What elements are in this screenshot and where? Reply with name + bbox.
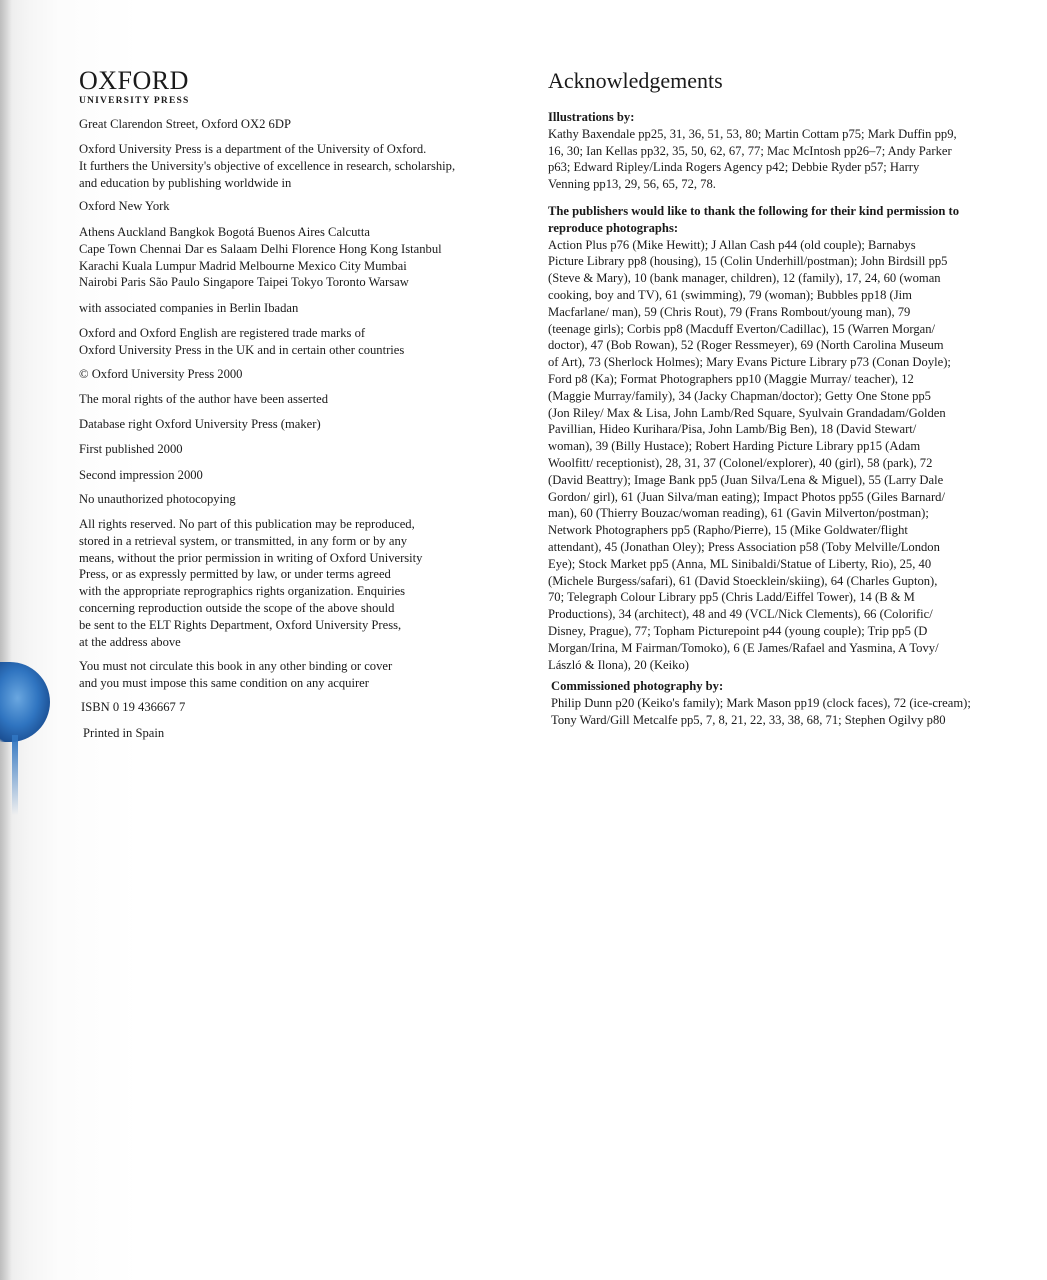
circulation-condition: You must not circulate this book in any other binding or cover and you must impose this same condition on any acquirer: [79, 659, 393, 690]
hq-cities: Oxford New York: [79, 199, 170, 213]
bookmark-thread: [0, 662, 50, 742]
second-impression: Second impression 2000: [79, 468, 203, 482]
commissioned-section: [551, 678, 1009, 728]
imprint-column: [79, 66, 499, 740]
acknowledgements-title: Acknowledgements: [548, 68, 723, 93]
copyright-notice: © Oxford University Press 2000: [79, 367, 243, 381]
photos-heading: The publishers would like to thank the following for their kind permission to reproduce photographs:: [548, 204, 959, 235]
first-published: First published 2000: [79, 442, 183, 456]
commissioned-heading: Commissioned photography by:: [551, 679, 724, 693]
moral-rights: The moral rights of the author have been asserted: [79, 392, 328, 406]
oxford-logo: [79, 68, 499, 107]
no-photocopy: No unauthorized photocopying: [79, 492, 236, 506]
associated-companies: with associated companies in Berlin Ibadan: [79, 301, 299, 315]
acknowledgements-column: [548, 68, 1008, 727]
publisher-address: Great Clarendon Street, Oxford OX2 6DP: [79, 117, 291, 131]
rights-reserved: All rights reserved. No part of this publication may be reproduced, stored in a retrieval system, or transmitted, in any form or by any means, without the prior permission in writing of Oxford University Press, or as expressly permitted by law, or under terms agreed with the appropriate reprographics rights organization. Enquiries concerning reproduction outside the scope of the above should be sent to the ELT Rights Department, Oxford University Press, at the address above: [79, 517, 423, 649]
database-right: Database right Oxford University Press (maker): [79, 417, 321, 431]
printed-in: Printed in Spain: [83, 726, 165, 740]
worldwide-cities: Athens Auckland Bangkok Bogotá Buenos Aires Calcutta Cape Town Chennai Dar es Salaam Delhi Florence Hong Kong Istanbul Karachi Kuala Lumpur Madrid Melbourne Mexico City Mumbai Nairobi Paris São Paulo Singapore Taipei Tokyo Toronto Warsaw: [79, 225, 442, 290]
illustrations-heading: Illustrations by:: [548, 110, 635, 124]
bookmark-thread-tail: [12, 735, 18, 815]
trademark-notice: Oxford and Oxford English are registered trade marks of Oxford University Press in the UK and in certain other countries: [79, 326, 405, 357]
publisher-about: Oxford University Press is a department of the University of Oxford. It furthers the University's objective of excellence in research, scholarship, and education by publishing worldwide in: [79, 142, 456, 190]
photos-text: Action Plus p76 (Mike Hewitt); J Allan Cash p44 (old couple); Barnabys Picture Library pp8 (housing), 15 (Colin Underhill/postman); John Birdsill pp5 (Steve & Mary), 10 (bank manager, children), 12 (family), 17, 24, 60 (woman cooking, boy and TV), 61 (swimming), 79 (woman); Bubbles pp18 (Jim Macfarlane/ man), 59 (Chris Rout), 79 (Frans Rombout/young man), 79 (teenage girls); Corbis pp8 (Macduff Everton/Cadillac), 15 (Warren Morgan/ doctor), 47 (Bob Rowan), 52 (Roger Ressmeyer), 69 (North Carolina Museum of Art), 73 (Sherlock Holmes); Mary Evans Picture Library p73 (Conan Doyle); Ford p8 (Ka); Format Photographers pp10 (Maggie Murray/ teacher), 12 (Maggie Murray/family), 34 (Jacky Chapman/doctor); Getty One Stone pp5 (Jon Riley/ Max & Lisa, John Lamb/Red Square, Syulvain Grandadam/Golden Pavillian, Hideo Kurihara/Pisa, John Lamb/Big Ben), 18 (David Stewart/ woman), 39 (Billy Hustace); Robert Harding Picture Library pp15 (Adam Woolfitt/ receptionist), 28, 31, 37 (Colonel/explorer), 40 (girl), 58 (park), 72 (David Beattry); Image Bank pp5 (Juan Silva/Lena & Miguel), 55 (Larry Dale Gordon/ girl), 61 (Juan Silva/man eating); Impact Photos pp55 (Giles Barnard/ man), 60 (Thierry Bouzac/woman reading), 61 (Gavin Milverton/postman); Network Photographers pp5 (Rapho/Pierre), 15 (Mike Goldwater/flight attendant), 45 (Jonathan Oley); Press Association p58 (Toby Melville/London Eye); Stock Market pp5 (Anna, ML Sinibaldi/Statue of Liberty, Rio), 25, 40 (Michele Burgess/safari), 61 (David Stoecklein/skiing), 64 (Charles Gupton), 70; Telegraph Colour Library pp5 (Chris Ladd/Eiffel Tower), 14 (B & M Productions), 34 (architect), 48 and 49 (VCL/Nick Clements), 66 (Colorific/ Disney, Prague), 77; Topham Picturepoint p44 (young couple); Trip pp5 (D Morgan/Irina, M Fairman/Tomoko), 6 (E James/Rafael and Yasmina, A Tovy/ László & Ilona), 20 (Keiko): [548, 237, 951, 672]
isbn: ISBN 0 19 436667 7: [81, 700, 186, 714]
binding-shadow: [0, 0, 12, 1280]
illustrations-text: Kathy Baxendale pp25, 31, 36, 51, 53, 80; Martin Cottam p75; Mark Duffin pp9, 16, 30; Ian Kellas pp32, 35, 50, 62, 67, 77; Mac McIntosh pp26–7; Andy Parker p63; Edward Ripley/Linda Rogers Agency p42; Debbie Ryder p57; Harry Venning pp13, 29, 56, 65, 72, 78.: [548, 126, 957, 192]
photos-section: [548, 203, 1006, 673]
commissioned-text: Philip Dunn p20 (Keiko's family); Mark Mason pp19 (clock faces), 72 (ice-cream); Tony Ward/Gill Metcalfe pp5, 7, 8, 21, 22, 33, 38, 68, 71; Stephen Ogilvy p80: [551, 695, 971, 727]
logo-main: OXFORD: [79, 66, 189, 95]
logo-sub: UNIVERSITY PRESS: [79, 96, 190, 106]
illustrations-section: [548, 109, 1006, 193]
